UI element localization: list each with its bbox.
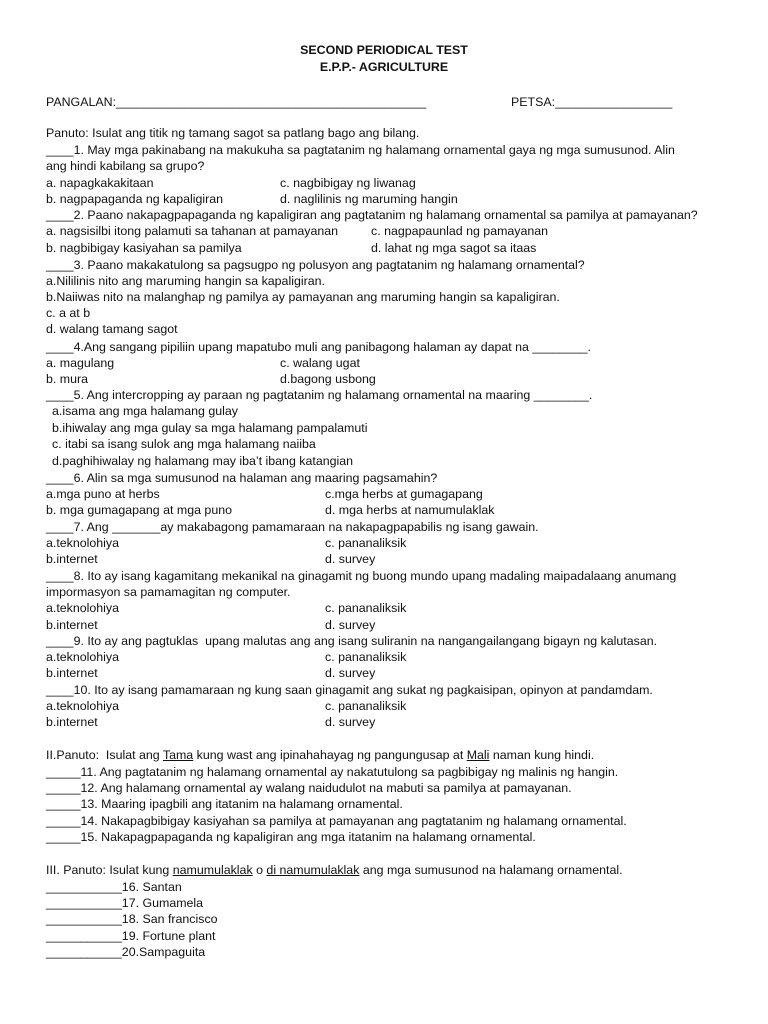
question-14: _____14. Nakapagbibigay kasiyahan sa pamilya at pamayanan ang pagtatanim ng halamang ornamental. [46,814,627,828]
q5-choice-c: c. itabi sa isang sulok ang mga halamang naiiba [52,437,316,451]
part3-namumulaklak-keyword: namumulaklak [172,863,253,877]
q4-choice-a: a. magulang [46,356,115,370]
part3-instr-mid: o [252,863,267,877]
question-5: ____5. Ang intercropping ay paraan ng pagtatanim ng halamang ornamental na maaring ________. [46,388,593,402]
question-3: ____3. Paano makakatulong sa pagsugpo ng polusyon ang pagtatanim ng halamang ornamental? [46,258,585,272]
q6-choice-c: c.mga herbs at gumagapang [325,487,483,501]
question-7: ____7. Ang _______ay makabagong pamamaraan na nakapagpapabilis ng isang gawain. [46,520,539,534]
q7-choice-d: d. survey [325,552,376,566]
q5-choice-a: a.isama ang mga halamang gulay [52,404,238,418]
q9-choice-b: b.internet [46,666,98,680]
q8-choice-a: a.teknolohiya [46,601,120,615]
exam-title: SECOND PERIODICAL TEST [300,43,468,57]
q3-choice-a: a.Nililinis nito ang maruming hangin sa kapaligiran. [46,274,325,288]
q2-choice-b: b. nagbibigay kasiyahan sa pamilya [46,241,242,255]
part3-instruction [46,862,623,878]
q1-choice-b: b. nagpapaganda ng kapaligiran [46,192,224,206]
question-8: ____8. Ito ay isang kagamitang mekanikal na ginagamit ng buong mundo upang madaling maipadalaang anumang [46,569,677,583]
q1-choice-a: a. napagkakakitaan [46,176,154,190]
question-9: ____9. Ito ay ang pagtuklas upang malutas ang ang isang suliranin na nangangailangang bigayn ng kalutasan. [46,634,658,648]
part3-instr-post: ang mga sumusunod na halamang ornamental. [359,863,623,877]
q6-choice-a: a.mga puno at herbs [46,487,160,501]
q3-choice-b: b.Naiiwas nito na malanghap ng pamilya ay pamayanan ang maruming hangin sa kapaligiran. [46,290,560,304]
question-11: _____11. Ang pagtatanim ng halamang ornamental ay nakatutulong sa pagbibigay ng malinis ng hangin. [46,765,619,779]
q10-choice-a: a.teknolohiya [46,699,120,713]
q8-choice-b: b.internet [46,618,98,632]
q9-choice-c: c. pananaliksik [325,650,407,664]
question-13: _____13. Maaring ipagbili ang itatanim na halamang ornamental. [46,797,403,811]
question-15: _____15. Nakapagpapaganda ng kapaligiran ang mga itatanim na halamang ornamental. [46,830,536,844]
q3-choice-c: c. a at b [46,306,91,320]
q1-choice-c: c. nagbibigay ng liwanag [280,176,416,190]
question-4: ____4.Ang sangang pipiliin upang mapatubo muli ang panibagong halaman ay dapat na ________. [46,340,591,354]
q4-choice-c: c. walang ugat [280,356,360,370]
q5-choice-d: d.paghihiwalay ng halamang may iba’t ibang katangian [52,454,354,468]
question-1: ____1. May mga pakinabang na makukuha sa pagtatanim ng halamang ornamental gaya ng mga sumusunod. Alin [46,143,675,157]
q9-choice-a: a.teknolohiya [46,650,120,664]
question-20: ___________20.Sampaguita [46,945,206,959]
question-16: ___________16. Santan [46,880,182,894]
part2-instruction [46,747,594,763]
q10-choice-d: d. survey [325,715,376,729]
part1-instruction: Panuto: Isulat ang titik ng tamang sagot sa patlang bago ang bilang. [46,126,420,140]
q10-choice-b: b.internet [46,715,98,729]
part3-di-namumulaklak-keyword: di namumulaklak [266,863,360,877]
q8-choice-c: c. pananaliksik [325,601,407,615]
exam-subtitle: E.P.P.- AGRICULTURE [319,60,449,74]
q4-choice-d: d.bagong usbong [280,372,376,386]
question-18: ___________18. San francisco [46,912,218,926]
q9-choice-d: d. survey [325,666,376,680]
question-2: ____2. Paano nakapagpapaganda ng kapaligiran ang pagtatanim ng halamang ornamental sa pamilya at pamayanan? [46,208,698,222]
name-field[interactable]: PANGALAN:_____________________________________________ [46,95,427,109]
q10-choice-c: c. pananaliksik [325,699,407,713]
part3-instr-pre: III. Panuto: Isulat kung [46,863,173,877]
q2-choice-d: d. lahat ng mga sagot sa itaas [371,241,537,255]
q7-choice-c: c. pananaliksik [325,536,407,550]
question-10: ____10. Ito ay isang pamamaraan ng kung saan ginagamit ang sukat ng pagkaisipan, opinyon at pandamdam. [46,683,653,697]
q2-choice-a: a. nagsisilbi itong palamuti sa tahanan at pamayanan [46,224,339,238]
q3-choice-d: d. walang tamang sagot [46,322,178,336]
q7-choice-b: b.internet [46,552,98,566]
question-6: ____6. Alin sa mga sumusunod na halaman ang maaring pagsamahin? [46,471,438,485]
part2-instr-post: naman kung hindi. [489,748,595,762]
question-1-cont: ang hindi kabilang sa grupo? [46,159,205,173]
q6-choice-d: d. mga herbs at namumulaklak [325,503,495,517]
part2-mali-keyword: Mali [466,748,490,762]
q7-choice-a: a.teknolohiya [46,536,120,550]
q2-choice-c: c. nagpapaunlad ng pamayanan [371,224,549,238]
question-12: _____12. Ang halamang ornamental ay walang naidudulot na mabuti sa pamilya at pamayanan. [46,781,572,795]
question-19: ___________19. Fortune plant [46,929,216,943]
q5-choice-b: b.ihiwalay ang mga gulay sa mga halamang pampalamuti [52,421,368,435]
q6-choice-b: b. mga gumagapang at mga puno [46,503,232,517]
question-17: ___________17. Gumamela [46,896,204,910]
q1-choice-d: d. naglilinis ng maruming hangin [280,192,458,206]
part2-instr-mid: kung wast ang ipinahahayag ng pangungusap at [193,748,467,762]
part2-tama-keyword: Tama [162,748,194,762]
date-field[interactable]: PETSA:_________________ [511,95,673,109]
question-8-cont: impormasyon sa pamamagitan ng computer. [46,585,291,599]
q8-choice-d: d. survey [325,618,376,632]
q4-choice-b: b. mura [46,372,89,386]
part2-instr-pre: II.Panuto: Isulat ang [46,748,163,762]
